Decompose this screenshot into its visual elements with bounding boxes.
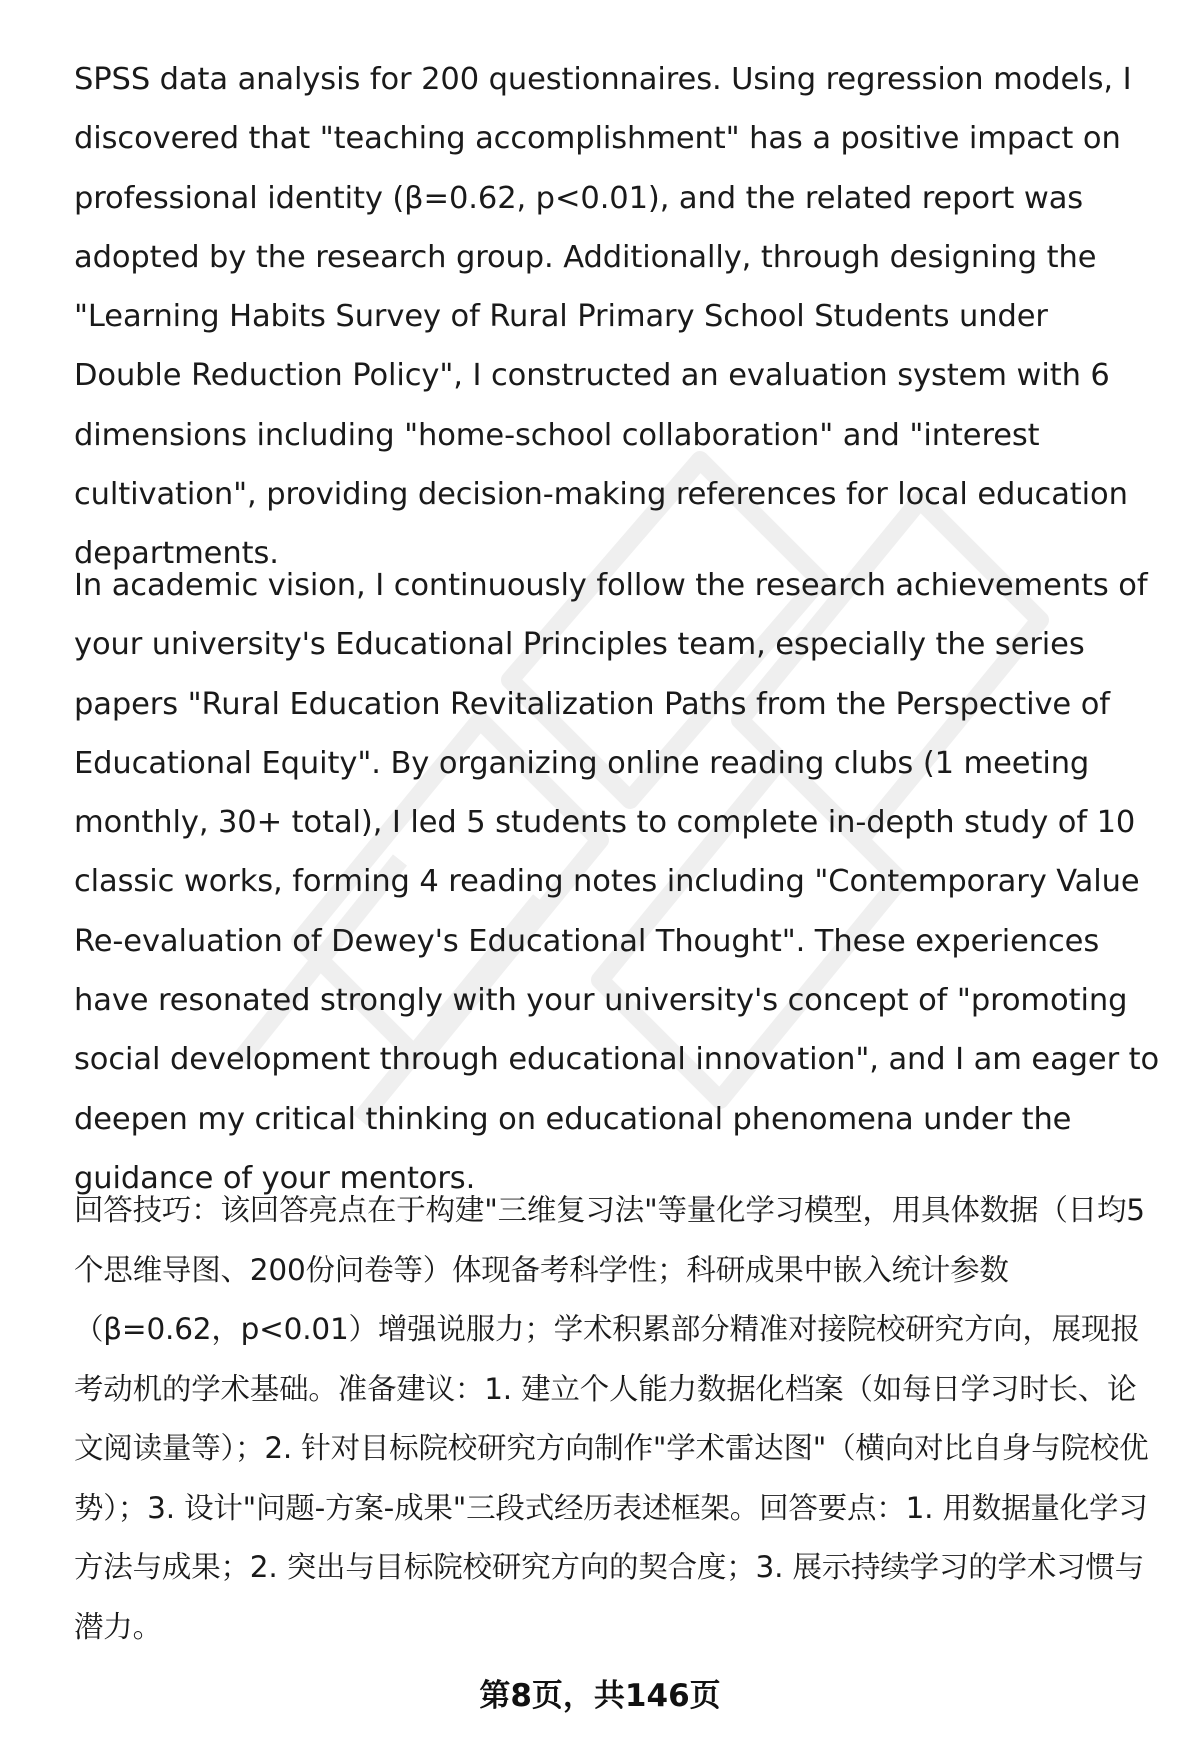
body-paragraph-academic-vision: In academic vision, I continuously follow the research achievements of your university's Educational Principles team, especially the series papers "Rural Education Revitalization Paths from the Perspective of Educational Equity". By organizing online reading clubs (1 meeting monthly, 30+ total), I led 5 students to complete in-depth study of 10 classic works, forming 4 reading notes including "Contemporary Value Re-evaluation of Dewey's Educational Thought". These experiences have resonated strongly with your university's concept of "promoting social development through educational innovation", and I am eager to deepen my critical thinking on educational phenomena under the guidance of your mentors. (74, 568, 1160, 1196)
body-paragraph-research-results: SPSS data analysis for 200 questionnaires. Using regression models, I discovered that "teaching accomplishment" has a positive impact on professional identity (β=0.62, p<0.01), and the related report was adopted by the research group. Additionally, through designing the "Learning Habits Survey of Rural Primary School Students under Double Reduction Policy", I constructed an evaluation system with 6 dimensions including "home-school collaboration" and "interest cultivation", providing decision-making references for local education departments. (74, 62, 1132, 572)
answer-tips-paragraph: 回答技巧：该回答亮点在于构建"三维复习法"等量化学习模型，用具体数据（日均5个思维导图、200份问卷等）体现备考科学性；科研成果中嵌入统计参数（β=0.62，p<0.01）增强说服力；学术积累部分精准对接院校研究方向，展现报考动机的学术基础。准备建议：1. 建立个人能力数据化档案（如每日学习时长、论文阅读量等）；2. 针对目标院校研究方向制作"学术雷达图"（横向对比自身与院校优势）；3. 设计"问题-方案-成果"三段式经历表述框架。回答要点：1. 用数据量化学习方法与成果；2. 突出与目标院校研究方向的契合度；3. 展示持续学习的学术习惯与潜力。 (74, 1193, 1149, 1644)
page-number-footer: 第8页，共146页 (479, 1678, 721, 1714)
